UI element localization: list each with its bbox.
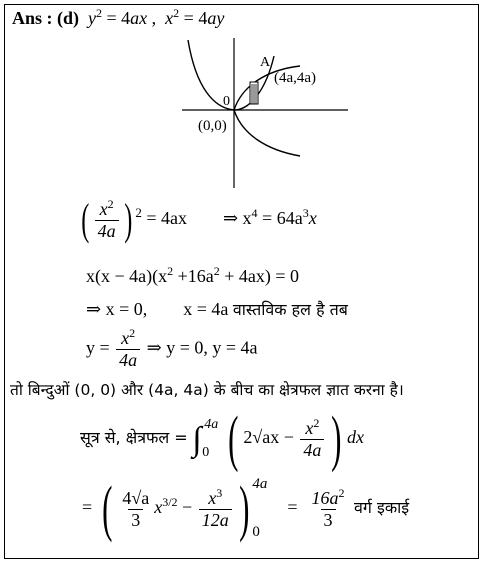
final-upper: 4a — [252, 476, 268, 492]
origin-label: (0,0) — [198, 118, 227, 134]
step1-implies: ⇒ x — [222, 208, 252, 229]
step-4: y = $\frac{x^2}{4a}$ ⇒ y = 0, y = 4a — [86, 326, 258, 370]
step-2: $x(x - 4a)(x^2 +16a^2 + 4ax) = 0$ — [86, 264, 300, 286]
step4-rhs: ⇒ y = 0, y = 4a — [146, 337, 258, 358]
parabola-graph — [170, 38, 350, 188]
final-line: = ( $\frac{4√a}{3}$ $x^{3/2}$ − $\frac{x^3}{12a}$ ) 4a 0 = $\frac{16a^2}{3}$ वर्ग इकाई — [82, 475, 410, 543]
step-5: तो बिन्दुओं (0, 0) और (4a, 4a) के बीच का क्षेत्रफल ज्ञात करना है। — [10, 381, 404, 399]
final-res-num: 16a — [311, 487, 339, 508]
final-lower: 0 — [252, 524, 260, 540]
step3-a: ⇒ x = 0, — [86, 299, 148, 319]
final-unit: वर्ग इकाई — [354, 498, 410, 518]
formula-dx: dx — [347, 427, 365, 448]
step4-den: 4a — [116, 349, 140, 371]
final-res-den: 3 — [321, 509, 336, 531]
step1-rhs: = 4ax — [146, 208, 187, 229]
int-upper: 4a — [204, 417, 219, 432]
ans-label: Ans : (d) — [12, 8, 80, 28]
step1-implies-end: x — [308, 208, 317, 229]
step-3 — [86, 298, 348, 320]
eq2-x: x — [165, 8, 174, 28]
step4-lhs: y = — [86, 337, 110, 358]
final-t2-num: x — [208, 487, 217, 508]
step3-hindi: वास्तविक हल है तब — [232, 300, 348, 319]
step3-b: x = 4a — [183, 299, 229, 319]
step-1: ( $\frac{x^2}{4a}$ ) $^2$ = 4ax ⇒ $x^4 = 64a^3x$ — [81, 195, 317, 244]
eq2-tail: ay — [207, 8, 225, 28]
final-t1-num: 4√a — [122, 487, 150, 508]
int-lower: 0 — [202, 445, 210, 460]
final-t1-den: 3 — [128, 509, 143, 531]
answer-header: Ans : (d) $y^2 = 4ax$ , $x^2 = 4ay$ — [12, 6, 225, 28]
step4-num: x — [121, 328, 130, 348]
formula-frac-den: 4a — [300, 439, 324, 461]
final-t1-x: x — [154, 497, 163, 518]
step2-mid: +16a — [173, 266, 214, 286]
eq1-rest: = 4 — [102, 8, 131, 28]
point-a-label: A — [260, 55, 271, 70]
step1-implies-tail: = 64a — [257, 208, 303, 229]
formula-body-a: 2√ax − — [243, 427, 294, 448]
final-eq: = — [82, 497, 93, 518]
eq1-tail: ax — [130, 8, 148, 28]
integral-sign: ∫ 4a 0 — [192, 417, 219, 460]
step2-a: x(x − 4a)(x — [86, 266, 168, 286]
eq1-y: y — [88, 8, 97, 28]
vertex-label: 0 — [223, 94, 230, 109]
formula-frac-num: x — [305, 417, 314, 438]
final-t1-pow: 3/2 — [162, 495, 178, 510]
final-t2-den: 12a — [199, 509, 232, 531]
parabola-x2-4ay — [188, 40, 274, 110]
formula-prefix: सूत्र से, क्षेत्रफल = — [80, 428, 188, 448]
point-coords-label: (4a,4a) — [274, 70, 317, 86]
step2-end: + 4ax) = 0 — [219, 266, 300, 286]
formula-line: सूत्र से, क्षेत्रफल = ∫ 4a 0 ( 2√ax − $\frac{x^2}{4a}$ ) dx — [80, 405, 365, 473]
eq2-rest: = 4 — [179, 8, 208, 28]
final-minus: − — [182, 497, 193, 518]
